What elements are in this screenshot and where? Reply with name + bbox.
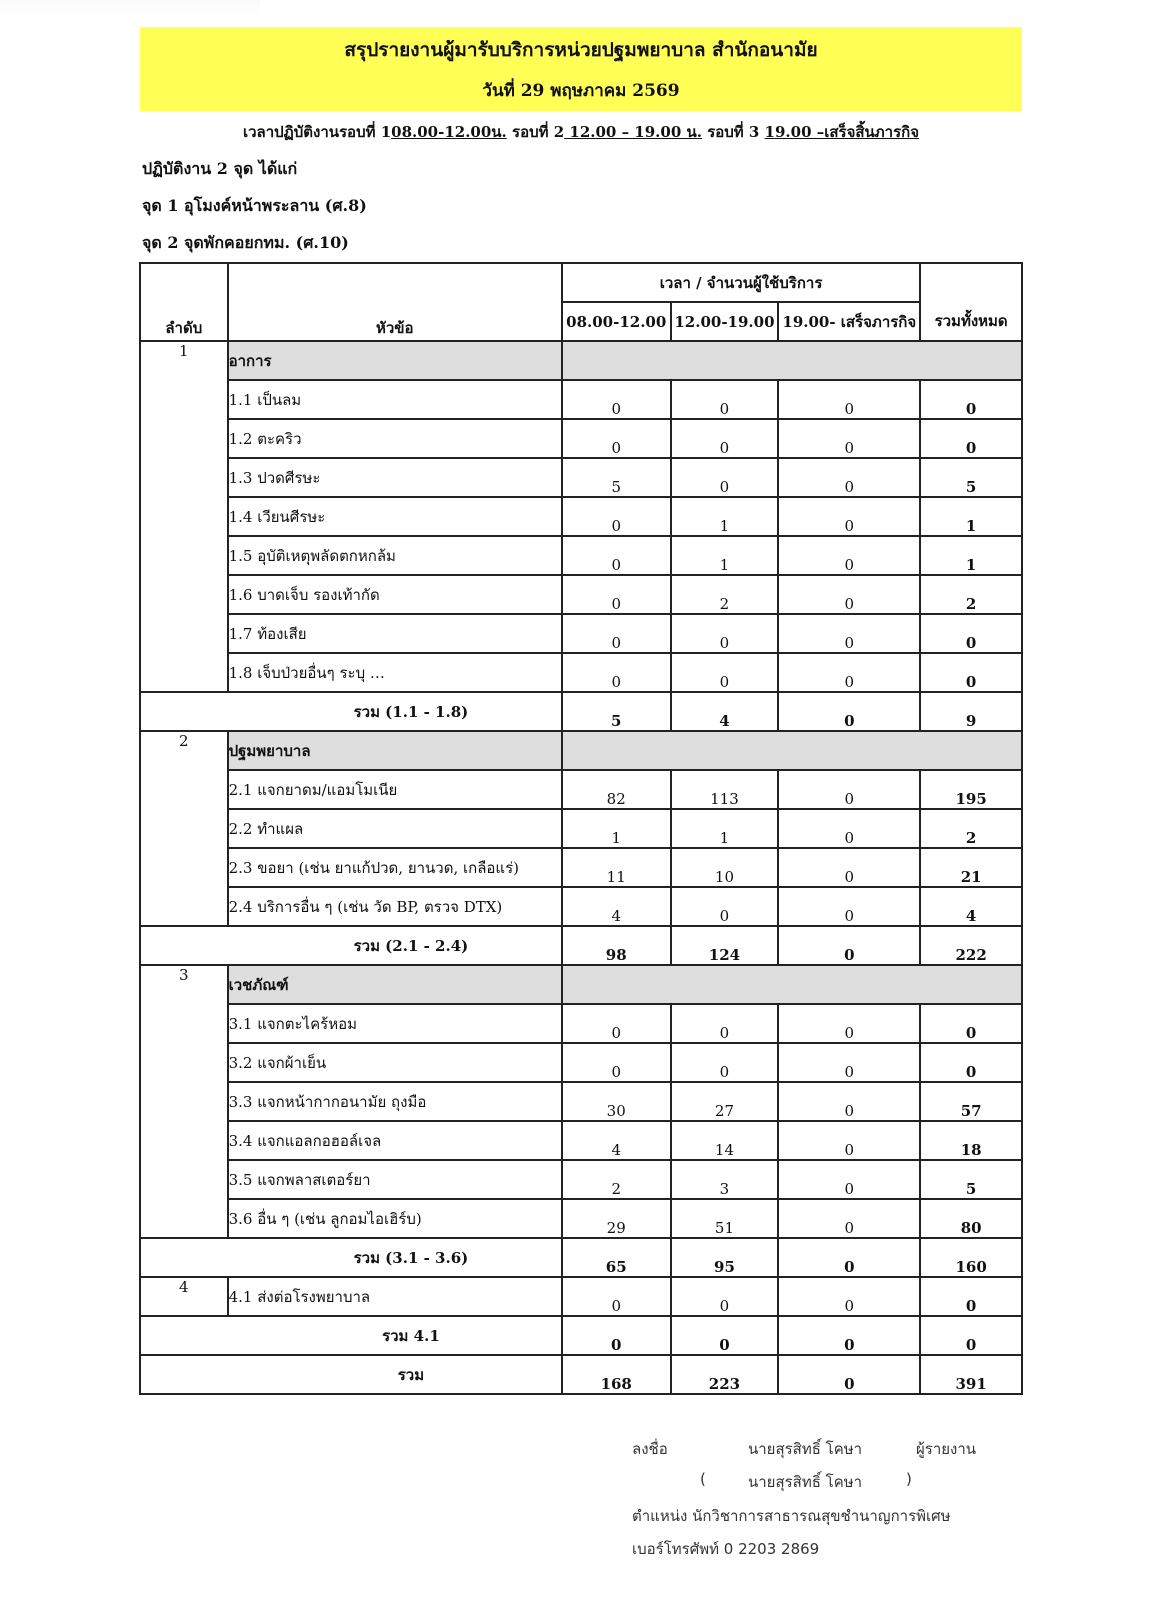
item-count: 0 <box>562 1043 671 1082</box>
item-total: 0 <box>920 614 1022 653</box>
table-row <box>140 848 1022 887</box>
item-total: 0 <box>920 653 1022 692</box>
item-total: 0 <box>920 380 1022 419</box>
item-count: 0 <box>778 770 920 809</box>
section-fill <box>562 965 1022 1004</box>
item-label: 2.1 แจกยาดม/แอมโมเนีย <box>228 770 562 809</box>
table-row <box>140 1199 1022 1238</box>
section-row <box>140 731 1022 770</box>
item-label: 2.3 ขอยา (เช่น ยาแก้ปวด, ยานวด, เกลือแร่) <box>228 848 562 887</box>
item-count: 0 <box>671 1004 779 1043</box>
section-title: ปฐมพยาบาล <box>228 731 562 770</box>
item-label: 3.5 แจกพลาสเตอร์ยา <box>228 1160 562 1199</box>
top-edge-shadow <box>0 0 260 18</box>
item-label: 3.2 แจกผ้าเย็น <box>228 1043 562 1082</box>
item-count: 1 <box>671 809 779 848</box>
item-total: 0 <box>920 1004 1022 1043</box>
item-total: 195 <box>920 770 1022 809</box>
item-count: 2 <box>671 575 779 614</box>
subtotal-row <box>140 1238 1022 1277</box>
item-count: 113 <box>671 770 779 809</box>
subtotal-value: 9 <box>920 692 1022 731</box>
item-label: 4.1 ส่งต่อโรงพยาบาล <box>228 1277 562 1316</box>
grand-total-value: 223 <box>671 1355 779 1394</box>
report-date: วันที่ 29 พฤษภาคม 2569 <box>482 81 680 101</box>
item-count: 0 <box>671 653 779 692</box>
subtotal-label: รวม (2.1 - 2.4) <box>140 926 562 965</box>
item-count: 0 <box>778 1160 920 1199</box>
service-summary-table <box>139 262 1023 1395</box>
item-count: 0 <box>778 1121 920 1160</box>
section-fill <box>562 731 1022 770</box>
item-count: 0 <box>778 380 920 419</box>
item-total: 2 <box>920 575 1022 614</box>
item-label: 1.2 ตะคริว <box>228 419 562 458</box>
point-2: จุด 2 จุดพักคอยกทม. (ศ.10) <box>142 233 349 252</box>
grand-total-label: รวม <box>140 1355 562 1394</box>
item-label: 1.5 อุบัติเหตุพลัดตกหกล้ม <box>228 536 562 575</box>
item-total: 57 <box>920 1082 1022 1121</box>
item-count: 27 <box>671 1082 779 1121</box>
grand-total-value: 391 <box>920 1355 1022 1394</box>
table-row <box>140 536 1022 575</box>
paren-open: ( <box>700 1470 706 1488</box>
item-count: 0 <box>562 497 671 536</box>
signer-name-printed: นายสุรสิทธิ์ โคษา <box>748 1473 863 1491</box>
grand-total-row <box>140 1355 1022 1394</box>
subtotal-value: 0 <box>778 926 920 965</box>
item-count: 5 <box>562 458 671 497</box>
item-count: 0 <box>562 536 671 575</box>
item-label: 1.1 เป็นลม <box>228 380 562 419</box>
item-count: 0 <box>778 1004 920 1043</box>
table-row <box>140 458 1022 497</box>
subtotal-value: 160 <box>920 1238 1022 1277</box>
item-total: 4 <box>920 887 1022 926</box>
subtotal-value: 5 <box>562 692 671 731</box>
col-header-no: ลำดับ <box>140 263 228 341</box>
item-label: 1.8 เจ็บป่วยอื่นๆ ระบุ … <box>228 653 562 692</box>
item-label: 1.3 ปวดศีรษะ <box>228 458 562 497</box>
item-label: 1.7 ท้องเสีย <box>228 614 562 653</box>
item-count: 0 <box>671 380 779 419</box>
item-count: 2 <box>562 1160 671 1199</box>
shift-1: 08.00-12.00น. <box>391 123 507 141</box>
points-intro: ปฏิบัติงาน 2 จุด ได้แก่ <box>142 159 298 178</box>
item-label: 3.4 แจกแอลกอฮอล์เจล <box>228 1121 562 1160</box>
table-row <box>140 887 1022 926</box>
table-row <box>140 770 1022 809</box>
item-count: 0 <box>778 419 920 458</box>
item-count: 82 <box>562 770 671 809</box>
section-number: 1 <box>140 341 228 692</box>
item-count: 0 <box>671 614 779 653</box>
report-title: สรุปรายงานผู้มารับบริการหน่วยปฐมพยาบาล สำนักอนามัย <box>344 39 818 61</box>
subtotal-row <box>140 692 1022 731</box>
section-number: 3 <box>140 965 228 1238</box>
col-header-total: รวมทั้งหมด <box>920 263 1022 341</box>
item-count: 30 <box>562 1082 671 1121</box>
item-count: 0 <box>562 1004 671 1043</box>
item-total: 18 <box>920 1121 1022 1160</box>
table-row <box>140 809 1022 848</box>
item-total: 0 <box>920 419 1022 458</box>
shift-3: 19.00 –เสร็จสิ้นภารกิจ <box>764 123 920 141</box>
item-count: 0 <box>778 1082 920 1121</box>
item-label: 3.1 แจกตะไคร้หอม <box>228 1004 562 1043</box>
col-header-t1: 08.00-12.00 <box>562 302 671 341</box>
item-count: 0 <box>778 653 920 692</box>
item-total: 0 <box>920 1043 1022 1082</box>
table-row <box>140 575 1022 614</box>
item-count: 0 <box>562 1277 671 1316</box>
grand-total-value: 0 <box>778 1355 920 1394</box>
item-count: 4 <box>562 887 671 926</box>
item-count: 0 <box>778 1199 920 1238</box>
subtotal-value: 124 <box>671 926 779 965</box>
item-count: 0 <box>778 809 920 848</box>
subtotal-value: 98 <box>562 926 671 965</box>
sign-label: ลงชื่อ <box>632 1440 668 1458</box>
signer-name: นายสุรสิทธิ์ โคษา <box>748 1440 863 1458</box>
section-row <box>140 965 1022 1004</box>
section-number: 4 <box>140 1277 228 1316</box>
item-count: 14 <box>671 1121 779 1160</box>
item-count: 0 <box>671 887 779 926</box>
table-row <box>140 497 1022 536</box>
col-header-topic: หัวข้อ <box>228 263 562 341</box>
item-label: 1.6 บาดเจ็บ รองเท้ากัด <box>228 575 562 614</box>
section-title: อาการ <box>228 341 562 380</box>
item-count: 0 <box>671 458 779 497</box>
item-label: 3.6 อื่น ๆ (เช่น ลูกอมไอเฮิร์บ) <box>228 1199 562 1238</box>
item-count: 0 <box>562 380 671 419</box>
col-header-group: เวลา / จำนวนผู้ใช้บริการ <box>562 263 920 302</box>
item-label: 2.4 บริการอื่น ๆ (เช่น วัด BP, ตรวจ DTX) <box>228 887 562 926</box>
subtotal-value: 4 <box>671 692 779 731</box>
table-row <box>140 1160 1022 1199</box>
grand-total-value: 168 <box>562 1355 671 1394</box>
item-count: 0 <box>778 848 920 887</box>
subtotal-value: 222 <box>920 926 1022 965</box>
table-row <box>140 1277 1022 1316</box>
point-1: จุด 1 อุโมงค์หน้าพระลาน (ศ.8) <box>142 196 367 215</box>
item-total: 5 <box>920 458 1022 497</box>
item-count: 0 <box>778 1277 920 1316</box>
table-row <box>140 1082 1022 1121</box>
item-count: 0 <box>562 614 671 653</box>
subtotal-value: 0 <box>671 1316 779 1355</box>
subtotal-value: 0 <box>778 692 920 731</box>
paren-close: ) <box>906 1470 912 1488</box>
item-count: 1 <box>562 809 671 848</box>
item-total: 0 <box>920 1277 1022 1316</box>
shift-label-3: รอบที่ 3 <box>701 123 765 141</box>
item-count: 0 <box>778 575 920 614</box>
item-count: 0 <box>778 1043 920 1082</box>
subtotal-label: รวม (3.1 - 3.6) <box>140 1238 562 1277</box>
subtotal-row <box>140 1316 1022 1355</box>
title-banner <box>140 27 1022 111</box>
subtotal-label: รวม 4.1 <box>140 1316 562 1355</box>
item-count: 29 <box>562 1199 671 1238</box>
table-row <box>140 380 1022 419</box>
item-total: 5 <box>920 1160 1022 1199</box>
subtotal-value: 0 <box>920 1316 1022 1355</box>
table-row <box>140 1004 1022 1043</box>
item-count: 0 <box>562 419 671 458</box>
table-row <box>140 653 1022 692</box>
item-count: 4 <box>562 1121 671 1160</box>
shift-times <box>140 120 1022 144</box>
item-total: 1 <box>920 536 1022 575</box>
item-label: 3.3 แจกหน้ากากอนามัย ถุงมือ <box>228 1082 562 1121</box>
subtotal-row <box>140 926 1022 965</box>
item-total: 2 <box>920 809 1022 848</box>
subtotal-value: 0 <box>778 1316 920 1355</box>
signer-position: ตำแหน่ง นักวิชาการสาธารณสุขชำนาญการพิเศษ <box>632 1507 951 1525</box>
section-fill <box>562 341 1022 380</box>
item-total: 21 <box>920 848 1022 887</box>
table-row <box>140 1043 1022 1082</box>
item-count: 0 <box>778 536 920 575</box>
table-row <box>140 419 1022 458</box>
item-count: 0 <box>778 497 920 536</box>
item-count: 1 <box>671 536 779 575</box>
item-count: 11 <box>562 848 671 887</box>
subtotal-value: 65 <box>562 1238 671 1277</box>
item-count: 10 <box>671 848 779 887</box>
table-row <box>140 1121 1022 1160</box>
col-header-t2: 12.00-19.00 <box>671 302 779 341</box>
shift-2: 12.00 – 19.00 น. <box>564 123 702 141</box>
item-count: 0 <box>671 1043 779 1082</box>
item-count: 0 <box>671 419 779 458</box>
item-total: 1 <box>920 497 1022 536</box>
signer-phone: เบอร์โทรศัพท์ 0 2203 2869 <box>632 1540 820 1558</box>
signer-role: ผู้รายงาน <box>916 1440 977 1458</box>
section-number: 2 <box>140 731 228 926</box>
item-count: 3 <box>671 1160 779 1199</box>
subtotal-label: รวม (1.1 - 1.8) <box>140 692 562 731</box>
section-row <box>140 341 1022 380</box>
subtotal-value: 95 <box>671 1238 779 1277</box>
section-title: เวชภัณฑ์ <box>228 965 562 1004</box>
subtotal-value: 0 <box>778 1238 920 1277</box>
item-count: 0 <box>562 575 671 614</box>
item-label: 2.2 ทำแผล <box>228 809 562 848</box>
item-count: 51 <box>671 1199 779 1238</box>
item-count: 0 <box>562 653 671 692</box>
item-count: 1 <box>671 497 779 536</box>
item-count: 0 <box>778 614 920 653</box>
item-count: 0 <box>778 458 920 497</box>
item-count: 0 <box>778 887 920 926</box>
shift-prefix: เวลาปฏิบัติงานรอบที่ 1 <box>242 123 392 141</box>
shift-label-2: รอบที่ 2 <box>506 123 565 141</box>
item-count: 0 <box>671 1277 779 1316</box>
table-row <box>140 614 1022 653</box>
item-label: 1.4 เวียนศีรษะ <box>228 497 562 536</box>
col-header-t3: 19.00- เสร็จภารกิจ <box>778 302 920 341</box>
subtotal-value: 0 <box>562 1316 671 1355</box>
item-total: 80 <box>920 1199 1022 1238</box>
